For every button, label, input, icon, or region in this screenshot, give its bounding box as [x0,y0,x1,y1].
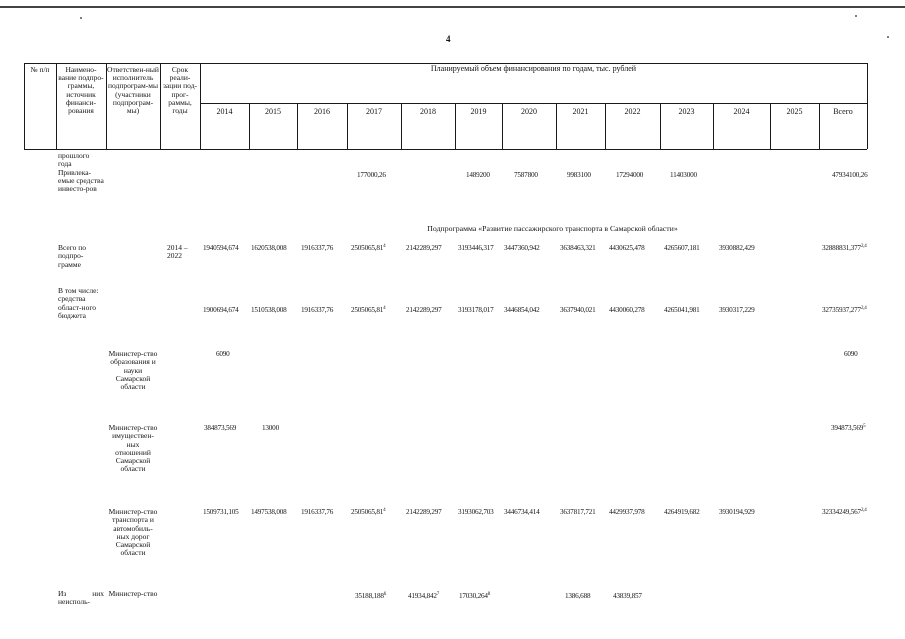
cell: 2142289,297 [406,508,442,516]
cell: 47934100,26 [832,171,868,179]
cell: 4430060,278 [609,306,645,314]
year-2024: 2024 [733,107,750,116]
row-executor-ministry: Министер-ство [108,589,158,598]
cell: 1900694,674 [203,306,239,314]
cell: 32888831,377$^{2,4}$ [822,244,867,252]
year-2016: 2016 [314,107,330,116]
year-2014: 2014 [216,107,233,116]
scan-speck [887,36,889,38]
year-2018: 2018 [420,107,436,116]
cell: 177000,26 [357,171,386,179]
cell: 3447360,942 [504,244,540,252]
year-2023: 2023 [678,107,695,116]
cell: 394873,569$^5$ [831,424,866,432]
cell: 1916337,76 [301,306,334,314]
header-col-funding: Планируемый объем финансирования по годам, тыс. рублей [430,64,637,73]
cell: 9983100 [567,171,591,179]
cell: 1916337,76 [301,244,334,252]
cell: 32334249,567$^{2,4}$ [822,508,867,516]
cell: 1497538,008 [251,508,287,516]
header-col-name: Наимено-вание подпро-граммы, источник финанси-рования [58,65,104,116]
cell: 3930882,429 [719,244,755,252]
cell: 32735937,277$^{2,4}$ [822,306,867,314]
cell: 3930194,929 [719,508,755,516]
row-total-term: 2014 – 2022 [167,243,188,261]
cell: 7587800 [514,171,538,179]
row-total-name: Всего по подпро-грамме [58,243,87,269]
year-2022: 2022 [624,107,641,116]
row-executor-education: Министер-ство образования и науки Самарской области [108,349,158,392]
scan-speck [855,15,857,17]
cell: 3193446,317 [458,244,494,252]
cell: 384873,569 [204,424,237,432]
cell: 35188,188$^6$ [355,592,387,600]
cell: 3638463,321 [560,244,596,252]
cell: 3446734,414 [504,508,540,516]
cell: 1386,688 [565,592,591,600]
cell: 1509731,105 [203,508,239,516]
row-executor-transport: Министер-ство транспорта и автомобиль-ных дорог Самарской области [108,507,158,558]
page-number: 4 [446,34,451,44]
year-2020: 2020 [521,107,537,116]
year-2025: 2025 [786,107,803,116]
cell: 4265607,181 [664,244,700,252]
cell: 43839,857 [613,592,642,600]
cell: 11403000 [670,171,697,179]
cell: 6090 [844,350,858,358]
cell: 4265041,981 [664,306,700,314]
cell: 3930317,229 [719,306,755,314]
cell: 3637817,721 [560,508,596,516]
cell: 1916337,76 [301,508,334,516]
cell: 2142289,297 [406,244,442,252]
cell: 1940594,674 [203,244,239,252]
cell: 2505065,81$^4$ [351,244,386,252]
cell: 2505065,81$^4$ [351,508,386,516]
header-col-executor: Ответствен-ный исполнитель подпрограм-мы (участники подпрограм-мы) [107,65,159,116]
year-2019: 2019 [470,107,487,116]
row-executor-property: Министер-ство имуществен-ных отношений Самарской области [108,423,158,474]
cell: 13000 [262,424,279,432]
cell: 17030,264$^8$ [459,592,491,600]
cell: 17294000 [616,171,644,179]
row-regional-budget-name: В том числе: средства област-ного бюджета [58,286,99,320]
cell: 4264919,682 [664,508,700,516]
header-col-number: № п/п [30,65,50,74]
year-2021: 2021 [572,107,589,116]
scan-speck [80,17,82,19]
header-col-terms: Срок реали-зации под-прог-раммы, годы [162,65,198,116]
cell: 3193062,703 [458,508,494,516]
year-2015: 2015 [265,107,281,116]
scan-top-edge [0,6,905,8]
cell: 41934,842$^7$ [408,592,440,600]
cell: 1489200 [466,171,490,179]
cell: 1510538,008 [251,306,287,314]
cell: 1620538,008 [251,244,287,252]
cell: 2142289,297 [406,306,442,314]
cell: 6090 [216,350,230,358]
cell: 2505065,81$^4$ [351,306,386,314]
row-investors-name: прошлого года Привлека-емые средства инвесто-ров [58,151,104,194]
cell: 3193178,017 [458,306,494,314]
year-2017: 2017 [366,107,382,116]
subprogram-title: Подпрограмма «Развитие пассажирского транспорта в Самарской области» [427,224,678,233]
cell: 3637940,021 [560,306,596,314]
cell: 4430625,478 [609,244,645,252]
cell: 4429937,978 [609,508,645,516]
row-unused-name: Из них неисполь- [58,589,104,607]
year-total: Всего [833,107,853,116]
cell: 3446854,042 [504,306,540,314]
